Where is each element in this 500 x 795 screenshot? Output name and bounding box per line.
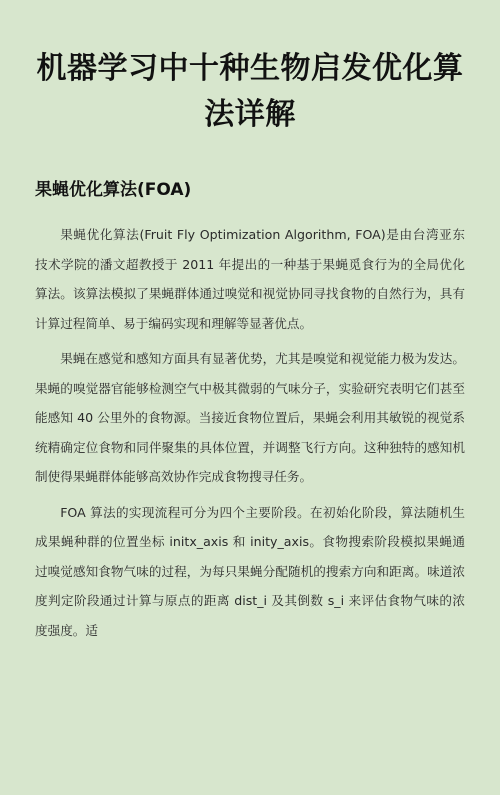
paragraph-process: FOA 算法的实现流程可分为四个主要阶段。在初始化阶段，算法随机生成果蝇种群的位置坐标 initx_axis 和 inity_axis。食物搜索阶段模拟果蝇通过嗅觉感知食物气味的过程，为每只果蝇分配随机的搜索方向和距离。味道浓度判定阶段通过计算与原点的距离 dist_i 及其倒数 s_i 来评估食物气味的浓度强度。适	[35, 504, 465, 638]
paragraph-intro: 果蝇优化算法(Fruit Fly Optimization Algorithm, FOA)是由台湾亚东技术学院的潘文超教授于 2011 年提出的一种基于果蝇觅食行为的全局优化算法。该算法模拟了果蝇群体通过嗅觉和视觉协同寻找食物的自然行为，具有计算过程简单、易于编码实现和理解等显著优点。	[35, 227, 465, 331]
section-heading: 果蝇优化算法(FOA)	[35, 180, 192, 200]
page-title: 机器学习中十种生物启发优化算法详解	[36, 51, 464, 132]
paragraph-senses: 果蝇在感觉和感知方面具有显著优势，尤其是嗅觉和视觉能力极为发达。果蝇的嗅觉器官能够检测空气中极其微弱的气味分子，实验研究表明它们甚至能感知 40 公里外的食物源。当接近食物位置后，果蝇会利用其敏锐的视觉系统精确定位食物和同伴聚集的具体位置，并调整飞行方向。这种独特的感知机制使得果蝇群体能够高效协作完成食物搜寻任务。	[35, 351, 465, 484]
foa-section	[35, 178, 465, 645]
